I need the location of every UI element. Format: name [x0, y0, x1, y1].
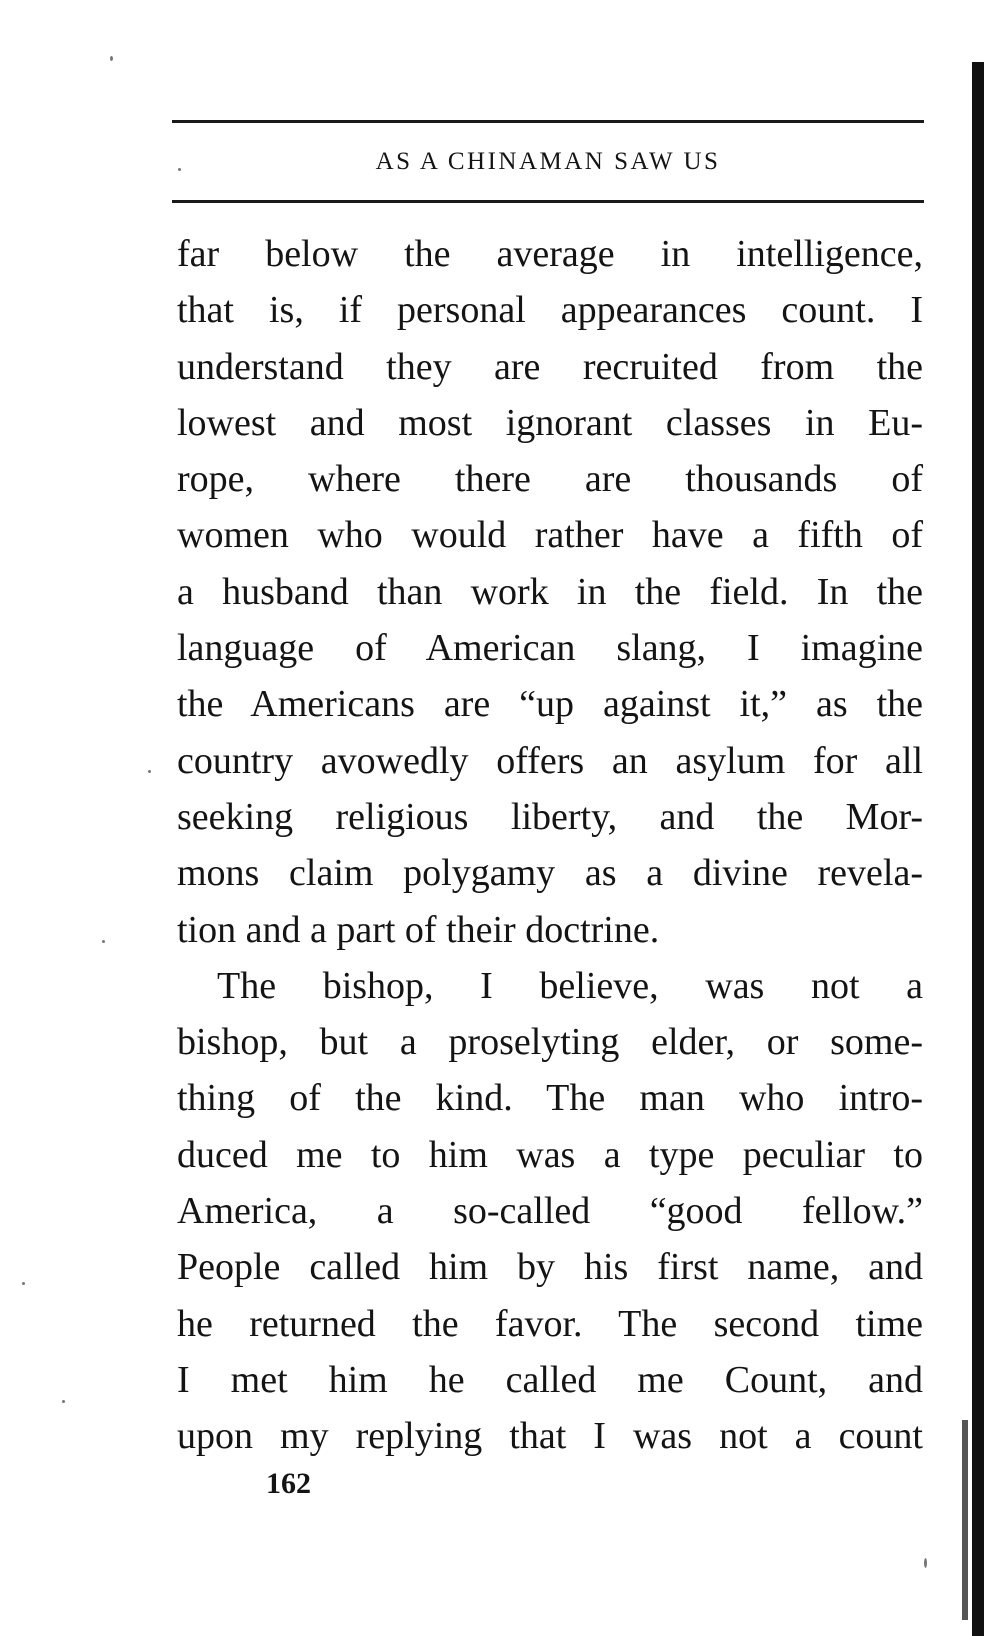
text-line: country avowedly offers an asylum for all: [177, 739, 923, 782]
page-edge-shadow: [972, 62, 984, 1636]
text-line: bishop, but a proselyting elder, or some-: [177, 1021, 923, 1064]
text-line: People called him by his first name, and: [177, 1246, 923, 1289]
header-rule-bottom: [172, 200, 924, 203]
scan-speck: [924, 1558, 927, 1568]
text-line: I met him he called me Count, and: [177, 1358, 923, 1401]
page-number: 162: [266, 1467, 311, 1500]
scan-speck: [62, 1400, 65, 1403]
text-line: lowest and most ignorant classes in Eu-: [177, 401, 923, 444]
header-rule-top: [172, 120, 924, 123]
text-line: he returned the favor. The second time: [177, 1302, 923, 1345]
text-line: the Americans are “up against it,” as the: [177, 683, 923, 726]
text-line: duced me to him was a type peculiar to: [177, 1133, 923, 1176]
text-line: seeking religious liberty, and the Mor-: [177, 795, 923, 838]
text-line: upon my replying that I was not a count: [177, 1415, 923, 1458]
scan-speck: [148, 770, 151, 773]
text-line: language of American slang, I imagine: [177, 627, 923, 670]
paragraph-last-line: tion and a part of their doctrine.: [177, 908, 660, 951]
text-line: rope, where there are thousands of: [177, 458, 923, 501]
edge-scan-noise: [962, 1420, 968, 1620]
scan-speck: [102, 940, 105, 943]
paragraph-first-line: The bishop, I believe, was not a: [217, 964, 923, 1007]
scan-speck: [22, 1282, 25, 1285]
text-line: understand they are recruited from the: [177, 345, 923, 388]
scan-speck: [110, 56, 113, 61]
text-line: America, a so-called “good fellow.”: [177, 1190, 923, 1233]
body-text: [177, 226, 923, 1465]
text-line: far below the average in intelligence,: [177, 233, 923, 275]
running-head: AS A CHINAMAN SAW US: [375, 148, 721, 175]
scan-speck: [178, 168, 181, 171]
text-line: mons claim polygamy as a divine revela-: [177, 852, 923, 895]
text-line: thing of the kind. The man who intro-: [177, 1077, 923, 1120]
text-line: that is, if personal appearances count. I: [177, 289, 923, 332]
text-line: a husband than work in the field. In the: [177, 570, 923, 613]
text-line: women who would rather have a fifth of: [177, 514, 923, 557]
